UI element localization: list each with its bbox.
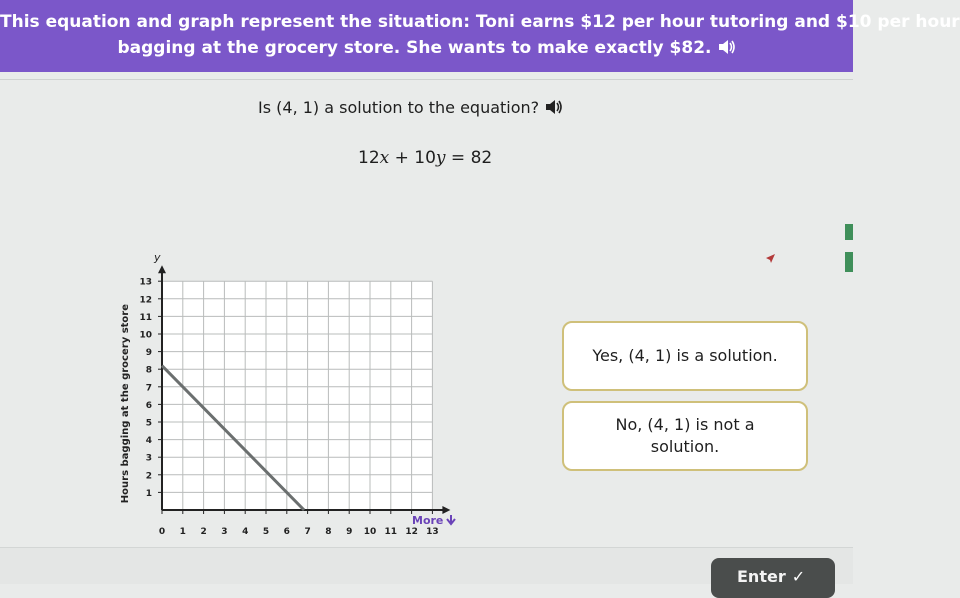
y-tick-label: 8 [145,365,152,376]
y-tick-label: 5 [145,418,152,429]
banner-line-1: This equation and graph represent the situation: Toni earns $12 per hour tutoring and $10 per hour [0,12,960,32]
answer-yes-label: Yes, (4, 1) is a solution. [592,346,778,365]
x-tick-label: 2 [200,527,207,537]
y-tick-label: 6 [145,400,152,411]
x-tick-label: 3 [221,527,228,537]
more-button[interactable] [412,514,455,527]
equation [358,148,492,168]
x-tick-label: 8 [325,527,332,537]
question-speaker-icon[interactable] [545,100,563,114]
x-tick-label: 1 [179,527,186,537]
equation-var-x: x [379,148,390,168]
y-tick-label: 10 [139,330,152,341]
x-tick-label: 5 [262,527,270,537]
y-axis-title: Hours bagging at the grocery store [120,303,131,504]
header-divider [0,79,853,80]
question-row [258,98,563,117]
x-tick-label: 6 [283,527,290,537]
equation-coef-x: 12 [358,148,380,168]
enter-button[interactable] [711,558,835,598]
y-tick-label: 9 [145,348,152,359]
x-tick-label: 12 [405,527,418,537]
speaker-icon[interactable] [718,40,736,54]
banner-line-2: bagging at the grocery store. She wants to make exactly $82. [117,38,712,58]
y-tick-label: 7 [145,383,152,394]
y-tick-label: 2 [145,471,152,482]
x-tick-label: 9 [346,527,353,537]
enter-label: Enter [737,567,786,586]
x-tick-label: 13 [426,527,439,537]
y-tick-label: 3 [145,453,152,464]
equation-plus: + 10 [389,148,436,168]
side-tab-bottom [845,252,853,272]
banner-line-2-wrap [0,35,853,61]
arrow-down-icon [447,515,455,524]
answer-yes-button[interactable] [562,321,808,391]
y-axis-letter: y [154,251,161,265]
y-axis-arrow [158,265,166,273]
instruction-banner [0,0,960,72]
x-tick-label: 0 [158,527,166,537]
x-tick-label: 10 [363,527,377,537]
x-tick-label: 11 [384,527,398,537]
y-tick-label: 11 [139,312,152,323]
x-tick-label: 4 [242,527,249,537]
y-tick-label: 13 [139,277,152,288]
more-label: More [412,514,444,527]
answer-no-label: No, (4, 1) is not a solution. [615,415,755,456]
equation-var-y: y [435,148,446,168]
plot-area [162,281,432,510]
graph [108,198,480,546]
y-tick-label: 12 [139,295,152,306]
mouse-cursor-icon [766,254,776,266]
question-text: Is (4, 1) a solution to the equation? [258,98,540,117]
equation-right: = 82 [445,148,493,168]
checkmark-icon: ✓ [791,567,806,586]
side-tab-top [845,224,853,240]
y-tick-label: 4 [145,436,152,447]
answer-no-button[interactable] [562,401,808,471]
x-tick-label: 7 [304,527,311,537]
graph-svg [108,198,480,546]
y-tick-label: 1 [145,488,152,499]
x-axis-arrow [442,506,450,514]
